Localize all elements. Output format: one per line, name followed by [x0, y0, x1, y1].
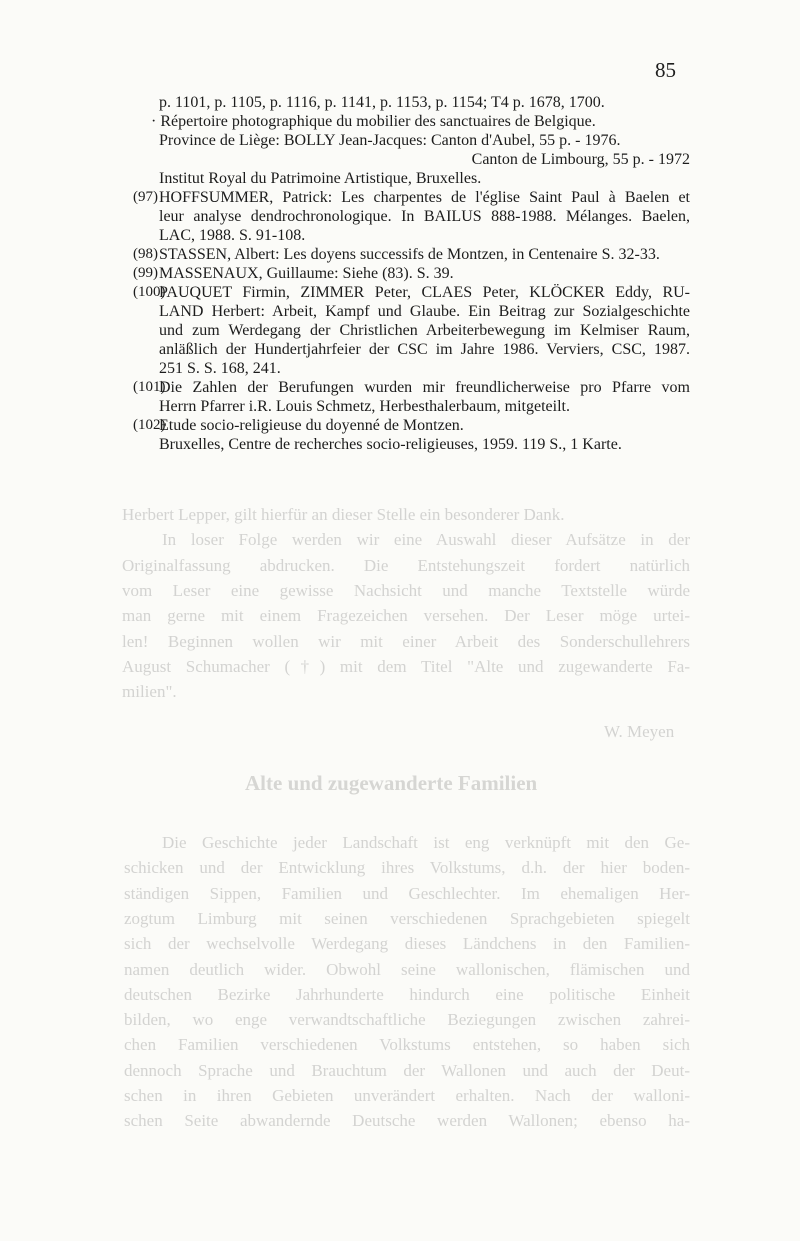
show-through-line: schen Seite abwandernde Deutsche werden Wallonen; ebenso ha- — [124, 1111, 690, 1131]
show-through-line: Herbert Lepper, gilt hierfür an dieser Stelle ein besonderer Dank. — [122, 505, 565, 524]
show-through-line: bilden, wo enge verwandtschaftliche Beziegungen zwischen zahrei- — [124, 1010, 690, 1030]
footnote-number: (102) — [133, 417, 166, 433]
footnote-line: LAC, 1988. S. 91-108. — [159, 227, 306, 244]
page-number: 85 — [655, 58, 676, 82]
footnote-number: (100) — [133, 284, 166, 300]
show-through-line: schen in ihren Gebieten unverändert erhalten. Nach der walloni- — [124, 1086, 690, 1105]
footnote-line: Herrn Pfarrer i.R. Louis Schmetz, Herbesthalerbaum, mitgeteilt. — [159, 398, 570, 415]
show-through-title: Alte und zugewanderte Familien — [245, 771, 538, 795]
show-through-line: namen deutlich wider. Obwohl seine wallonischen, flämischen und — [124, 959, 690, 979]
footnote-line: Canton de Limbourg, 55 p. - 1972 — [471, 151, 690, 168]
footnote-line: leur analyse dendrochronologique. In BAILUS 888-1988. Mélanges. Baelen, — [159, 208, 690, 225]
show-through-line: deutschen Bezirke Jahrhunderte hindurch eine politische Einheit — [124, 984, 690, 1004]
show-through-line: sich der wechselvolle Werdegang dieses Ländchens in den Familien- — [124, 934, 690, 954]
footnote-line: 251 S. S. 168, 241. — [159, 360, 281, 377]
footnote-number: (101) — [133, 379, 166, 395]
show-through-line: In loser Folge werden wir eine Auswahl dieser Aufsätze in der — [162, 530, 690, 550]
show-through-line: dennoch Sprache und Brauchtum der Wallonen und auch der Deut- — [124, 1060, 690, 1080]
show-through-line: August Schumacher (†) mit dem Titel "Alte und zugewanderte Fa- — [122, 656, 690, 676]
footnote-line: Institut Royal du Patrimoine Artistique, Bruxelles. — [159, 170, 482, 187]
footnote-line: Die Zahlen der Berufungen wurden mir freundlicherweise pro Pfarre vom — [159, 379, 690, 396]
footnote-number: (98) — [133, 246, 158, 262]
show-through-line: milien". — [122, 682, 177, 702]
footnote-number: (97) — [133, 189, 158, 205]
show-through-line: man gerne mit einem Fragezeichen versehen. Der Leser möge urtei- — [122, 606, 690, 626]
show-through-signature: W. Meyen — [604, 722, 675, 741]
show-through-line: len! Beginnen wollen wir mit einer Arbeit des Sonderschullehrers — [122, 631, 690, 651]
footnote-line: PAUQUET Firmin, ZIMMER Peter, CLAES Peter, KLÖCKER Eddy, RU- — [159, 284, 690, 301]
footnote-line: HOFFSUMMER, Patrick: Les charpentes de l'église Saint Paul à Baelen et — [159, 189, 690, 206]
footnote-line: p. 1101, p. 1105, p. 1116, p. 1141, p. 1153, p. 1154; T4 p. 1678, 1700. — [159, 94, 605, 111]
footnote-line: und zum Werdegang der Christlichen Arbeiterbewegung im Kelmiser Raum, — [159, 322, 690, 339]
footnote-number: (99) — [133, 265, 158, 281]
show-through-line: zogtum Limburg mit seinen verschiedenen Sprachgebieten spiegelt — [124, 908, 690, 928]
show-through-line: Originalfassung abdrucken. Die Entstehungszeit fordert natürlich — [122, 555, 690, 575]
show-through-line: ständigen Sippen, Familien und Geschlechter. Im ehemaligen Her- — [124, 883, 690, 903]
show-through-line: Die Geschichte jeder Landschaft ist eng verknüpft mit den Ge- — [162, 833, 690, 852]
footnote-line: Province de Liège: BOLLY Jean-Jacques: Canton d'Aubel, 55 p. - 1976. — [159, 132, 621, 149]
footnote-line: STASSEN, Albert: Les doyens successifs de Montzen, in Centenaire S. 32-33. — [159, 246, 660, 263]
footnote-line: MASSENAUX, Guillaume: Siehe (83). S. 39. — [159, 265, 454, 282]
footnote-line: Etude socio-religieuse du doyenné de Montzen. — [159, 417, 464, 434]
show-through-line: chen Familien verschiedenen Volkstums entstehen, so haben sich — [124, 1035, 690, 1055]
footnote-line: · Répertoire photographique du mobilier des sanctuaires de Belgique. — [151, 113, 596, 130]
footnote-line: Bruxelles, Centre de recherches socio-religieuses, 1959. 119 S., 1 Karte. — [159, 436, 622, 453]
show-through-line: schicken und der Entwicklung ihres Volkstums, d.h. der hier boden- — [124, 858, 690, 878]
show-through-line: vom Leser eine gewisse Nachsicht und manche Textstelle würde — [122, 580, 690, 600]
footnote-line: LAND Herbert: Arbeit, Kampf und Glaube. Ein Beitrag zur Sozialgeschichte — [159, 303, 690, 320]
footnote-line: anläßlich der Hundertjahrfeier der CSC im Jahre 1986. Verviers, CSC, 1987. — [159, 341, 690, 358]
